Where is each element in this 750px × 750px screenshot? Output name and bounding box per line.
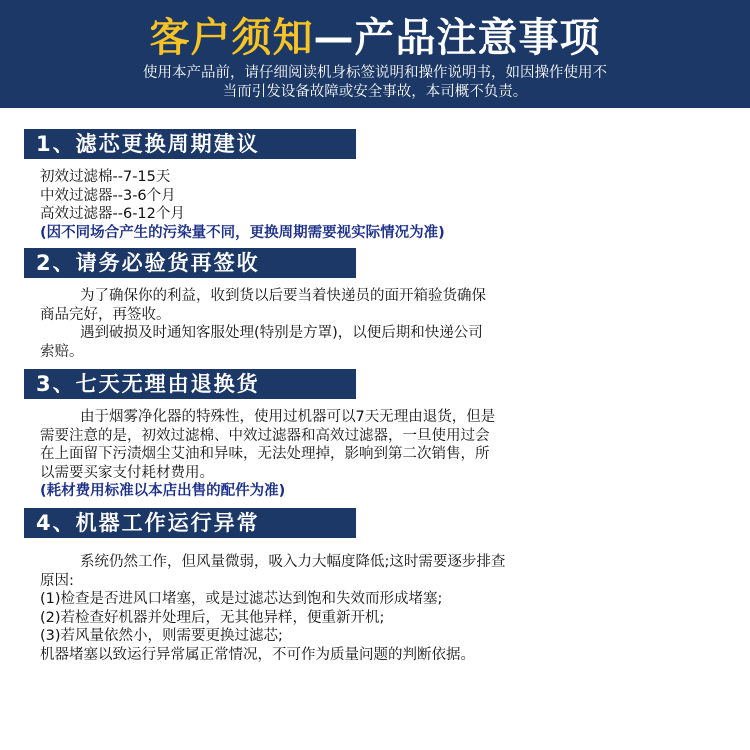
disclaimer-notice <box>26 64 724 102</box>
text-line: 高效过滤器--6-12个月 <box>40 206 185 222</box>
text-line: 为了确保你的利益，收到货以后要当着快递员的面开箱验货确保 <box>80 288 486 304</box>
text-line: 系统仍然工作，但风量微弱，吸入力大幅度降低;这时需要逐步排查 <box>80 554 506 570</box>
section-note: (因不同场合产生的污染量不同，更换周期需要视实际情况为准) <box>40 224 445 241</box>
title-rest: —产品注意事项 <box>313 15 601 61</box>
section-note: (耗材费用标准以本店出售的配件为准) <box>40 483 286 499</box>
title-accent: 客户须知 <box>149 15 314 61</box>
text-line: (2)若检查好机器并处理后，无其他异样，便重新开机; <box>40 609 385 626</box>
page-title <box>0 14 750 62</box>
section-body-inspect-goods <box>40 287 730 361</box>
section-body-filter-cycle <box>40 168 730 242</box>
text-line: 原因: <box>40 572 74 589</box>
section-heading-filter-cycle: 1、滤芯更换周期建议 <box>28 129 356 159</box>
section-body-malfunction <box>40 553 730 664</box>
text-line: 以需要买家支付耗材费用。 <box>40 464 214 481</box>
text-line: 索赔。 <box>40 343 84 360</box>
text-line: (1)检查是否进风口堵塞，或是过滤芯达到饱和失效而形成堵塞; <box>40 591 443 607</box>
notice-line: 当而引发设备故障或安全事故，本司概不负责。 <box>222 84 528 100</box>
text-line: 中效过滤器--3-6个月 <box>40 187 176 204</box>
notice-line: 使用本产品前，请仔细阅读机身标签说明和操作说明书，如因操作使用不 <box>143 65 607 81</box>
text-line: (3)若风量依然小，则需要更换过滤芯; <box>40 628 283 644</box>
text-line: 遇到破损及时通知客服处理(特别是方罩)，以便后期和快递公司 <box>80 325 483 341</box>
section-heading-malfunction: 4、机器工作运行异常 <box>28 508 356 538</box>
text-line: 需要注意的是，初效过滤棉、中效过滤器和高效过滤器，一旦使用过会 <box>40 427 490 444</box>
header-banner <box>0 0 750 108</box>
text-line: 机器堵塞以致运行异常属正常情况，不可作为质量问题的判断依据。 <box>40 646 475 663</box>
section-heading-returns: 3、七天无理由退换货 <box>28 369 356 399</box>
section-heading-inspect-goods: 2、请务必验货再签收 <box>28 248 356 278</box>
text-line: 在上面留下污渍烟尘艾油和异味，无法处理掉，影响到第二次销售，所 <box>40 446 490 462</box>
text-line: 商品完好，再签收。 <box>40 306 171 323</box>
section-body-returns <box>40 408 730 501</box>
text-line: 初效过滤棉--7-15天 <box>40 169 171 185</box>
text-line: 由于烟雾净化器的特殊性，使用过机器可以7天无理由退货，但是 <box>80 409 496 425</box>
